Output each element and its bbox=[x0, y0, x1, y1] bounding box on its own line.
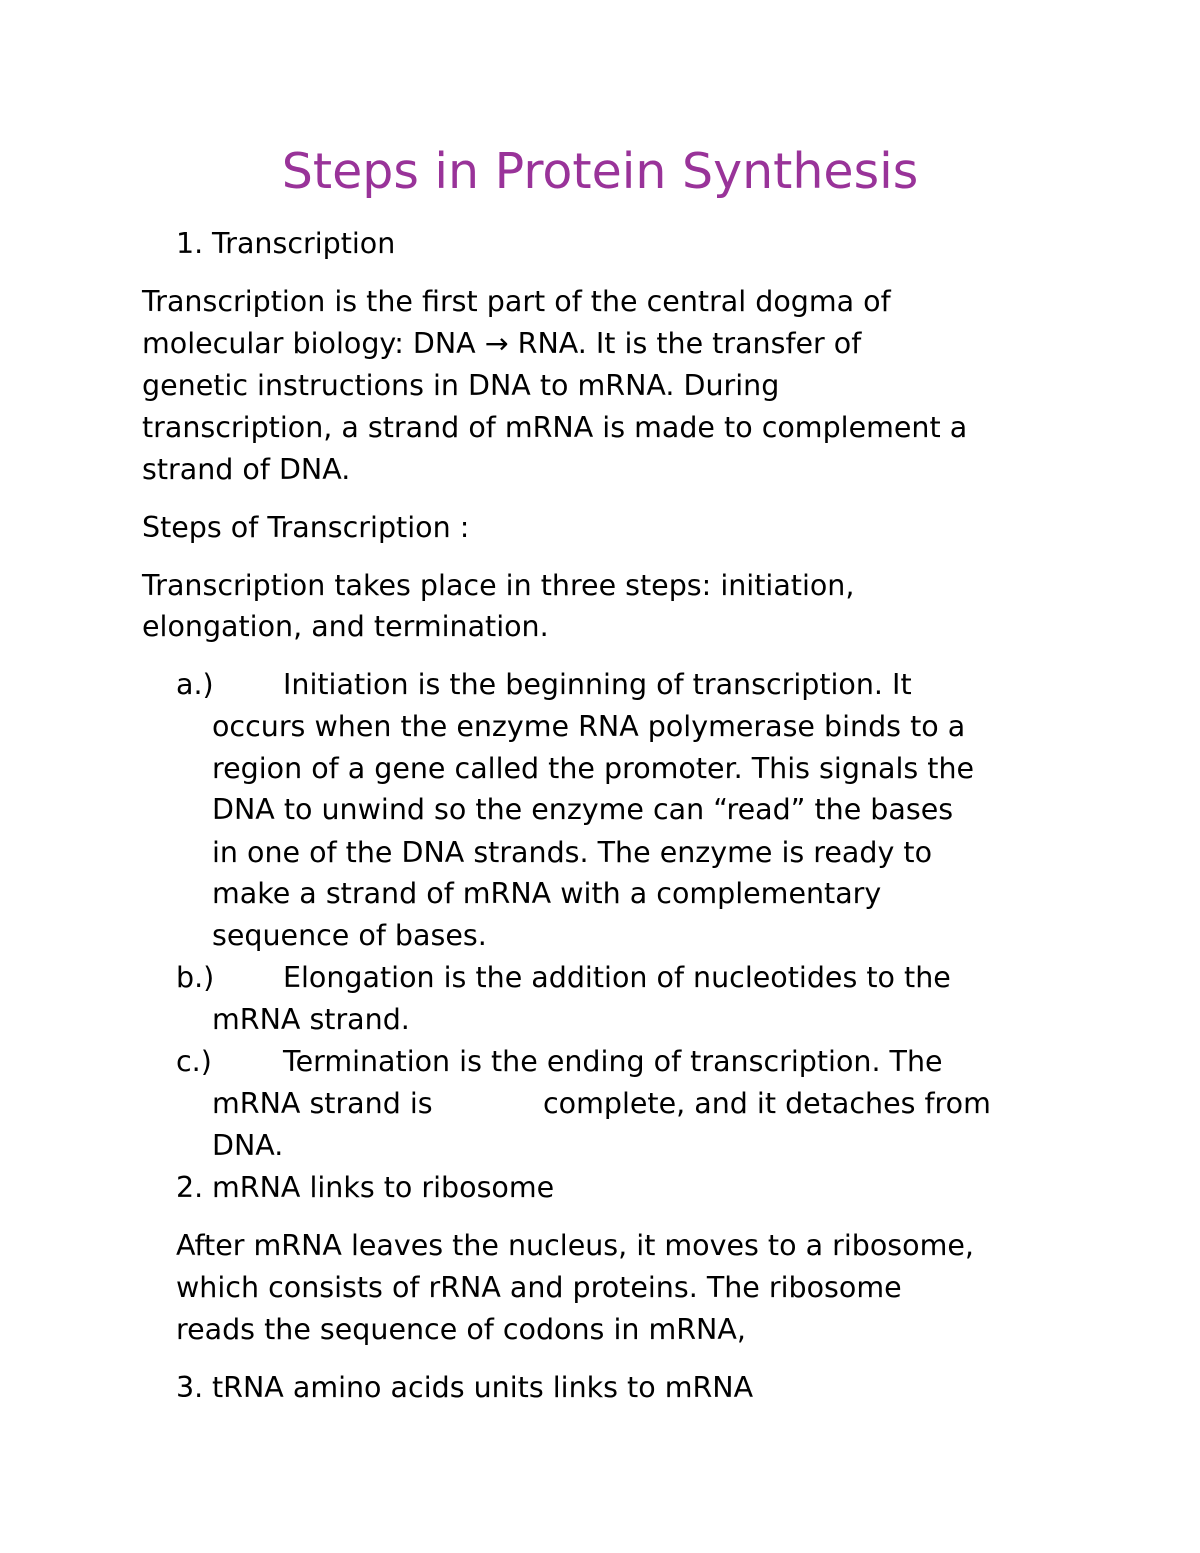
section3-number: 3. bbox=[176, 1371, 204, 1404]
section2-paragraph-line: reads the sequence of codons in mRNA, bbox=[176, 1313, 746, 1346]
sub-item-a-line: make a strand of mRNA with a complementary bbox=[212, 877, 882, 910]
section1-paragraph-line: Transcription is the first part of the central dogma of bbox=[142, 285, 891, 318]
sub-item-b-first-line: Elongation is the addition of nucleotides to the bbox=[283, 961, 951, 994]
section1-number: 1. bbox=[176, 227, 204, 260]
sub-item-a-first-line: Initiation is the beginning of transcription. It bbox=[283, 668, 912, 701]
sub-item-c-first-line: Termination is the ending of transcription. The bbox=[283, 1045, 943, 1078]
sub-item-marker-b: b.) bbox=[176, 961, 215, 994]
section2-paragraph-line: After mRNA leaves the nucleus, it moves to a ribosome, bbox=[176, 1229, 974, 1262]
sub-item-c-line-right: complete, and it detaches from bbox=[543, 1087, 991, 1120]
section2-heading: mRNA links to ribosome bbox=[212, 1171, 555, 1204]
section1-heading: Transcription bbox=[212, 227, 396, 260]
sub-item-a-line: sequence of bases. bbox=[212, 919, 487, 952]
sub-item-c-line: DNA. bbox=[212, 1129, 284, 1162]
section3-heading: tRNA amino acids units links to mRNA bbox=[212, 1371, 754, 1404]
steps-intro-line: Transcription takes place in three steps: initiation, bbox=[142, 569, 855, 602]
sub-item-a-line: region of a gene called the promoter. This signals the bbox=[212, 752, 975, 785]
sub-item-b-line: mRNA strand. bbox=[212, 1003, 410, 1036]
section1-paragraph-line: strand of DNA. bbox=[142, 453, 351, 486]
document-title: Steps in Protein Synthesis bbox=[281, 143, 919, 200]
section1-paragraph-line: genetic instructions in DNA to mRNA. During bbox=[142, 369, 780, 402]
sub-item-a-line: occurs when the enzyme RNA polymerase binds to a bbox=[212, 710, 966, 743]
section1-paragraph-line: transcription, a strand of mRNA is made to complement a bbox=[142, 411, 968, 444]
section2-number: 2. bbox=[176, 1171, 204, 1204]
section1-paragraph-line: molecular biology: DNA → RNA. It is the transfer of bbox=[142, 327, 862, 360]
sub-item-a-line: in one of the DNA strands. The enzyme is ready to bbox=[212, 836, 933, 869]
sub-item-marker-c: c.) bbox=[176, 1045, 212, 1078]
sub-item-a-line: DNA to unwind so the enzyme can “read” the bases bbox=[212, 793, 954, 826]
sub-item-c-line-left: mRNA strand is bbox=[212, 1087, 433, 1120]
steps-intro-line: elongation, and termination. bbox=[142, 610, 549, 643]
section2-paragraph-line: which consists of rRNA and proteins. The ribosome bbox=[176, 1271, 902, 1304]
steps-heading: Steps of Transcription : bbox=[142, 511, 470, 544]
sub-item-marker-a: a.) bbox=[176, 668, 214, 701]
